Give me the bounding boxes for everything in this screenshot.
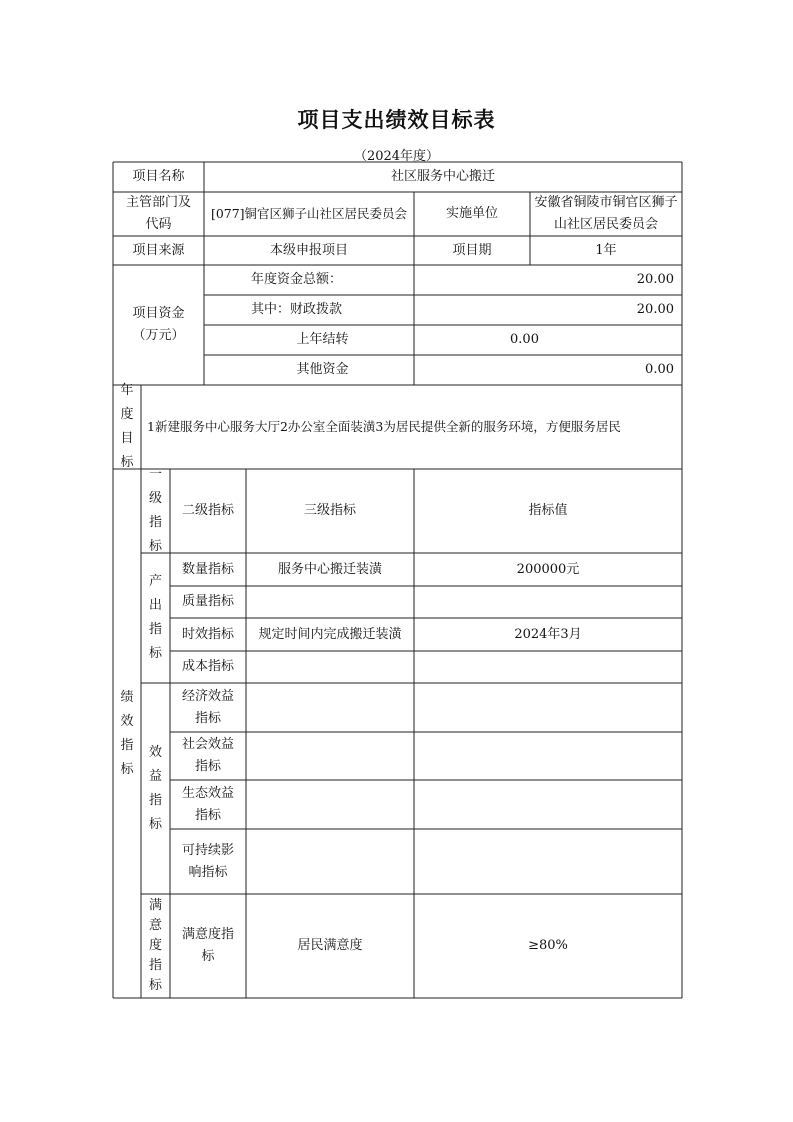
benefit-label <box>141 683 170 894</box>
satisfaction-label-char: 指 <box>148 958 162 973</box>
annual-goal-label <box>113 385 141 469</box>
benefit-label-char: 益 <box>148 768 162 784</box>
output-label-char: 出 <box>148 598 162 613</box>
benefit-social-line1: 社会效益 <box>181 737 234 752</box>
satisfaction-label <box>141 894 170 998</box>
benefit-social-line2: 指标 <box>194 759 221 774</box>
implementer-label: 实施单位 <box>445 206 498 221</box>
implementer-value <box>530 192 682 236</box>
project-name-label: 项目名称 <box>132 169 185 184</box>
funds-total-label: 年度资金总额： <box>250 272 342 287</box>
output-cost-value <box>414 651 682 683</box>
benefit-economic-level3 <box>246 683 414 732</box>
output-quantity-level2: 数量指标 <box>181 561 234 577</box>
benefit-ecological-line1: 生态效益 <box>181 785 234 801</box>
satisfaction-label-char: 度 <box>148 938 162 953</box>
benefit-economic-line2: 指标 <box>194 710 221 726</box>
funds-other-value: 0.00 <box>645 362 674 377</box>
annual-goal-char: 标 <box>120 455 134 470</box>
benefit-social-level3 <box>246 732 414 780</box>
funds-total-value: 20.00 <box>636 272 674 287</box>
output-quality-level2: 质量指标 <box>181 594 234 609</box>
funds-carryover-value: 0.00 <box>510 332 539 347</box>
implementer-value-line2: 山社区居民委员会 <box>553 217 658 232</box>
benefit-sustainable-line1: 可持续影 <box>181 842 234 858</box>
perf-label-char: 效 <box>120 713 134 729</box>
level3-header: 三级指标 <box>303 503 356 518</box>
output-cost-level3 <box>246 651 414 683</box>
benefit-economic-line1: 经济效益 <box>181 688 234 704</box>
benefit-sustainable-level3 <box>246 829 414 894</box>
project-name-value: 社区服务中心搬迁 <box>390 169 495 184</box>
satisfaction-level2-line1: 满意度指 <box>181 927 234 942</box>
satisfaction-level2-line2: 标 <box>201 949 215 964</box>
benefit-ecological-value <box>414 780 682 829</box>
level1-header-char: 指 <box>148 515 162 530</box>
department-value: [077]铜官区狮子山社区居民委员会 <box>210 206 408 221</box>
satisfaction-label-char: 标 <box>148 978 162 993</box>
satisfaction-level2 <box>170 894 246 998</box>
annual-goal-char: 年 <box>120 383 134 398</box>
funds-fiscal-label: 其中：财政拨款 <box>250 302 342 317</box>
level1-header-char: 标 <box>148 539 162 554</box>
benefit-sustainable-line2: 响指标 <box>188 864 228 880</box>
benefit-economic-level2 <box>170 683 246 732</box>
value-header: 指标值 <box>528 503 568 518</box>
funds-fiscal-value: 20.00 <box>636 302 674 317</box>
perf-label-char: 绩 <box>120 689 134 705</box>
implementer-value-line1: 安徽省铜陵市铜官区狮子 <box>534 195 678 210</box>
annual-goal-char: 度 <box>120 407 134 422</box>
funds-label-line1: 项目资金 <box>132 306 185 321</box>
satisfaction-label-char: 满 <box>148 898 162 913</box>
funds-carryover-label: 上年结转 <box>296 332 349 347</box>
funds-other-label: 其他资金 <box>296 362 349 377</box>
output-quality-level3 <box>246 586 414 618</box>
benefit-label-char: 效 <box>148 744 162 760</box>
funds-label <box>113 265 204 385</box>
department-label-line1: 主管部门及 <box>125 195 191 210</box>
perf-label-char: 标 <box>120 761 134 777</box>
satisfaction-value: ≥80% <box>528 938 568 953</box>
satisfaction-level3: 居民满意度 <box>297 938 363 953</box>
level1-header <box>141 469 170 553</box>
output-timeliness-level2: 时效指标 <box>181 626 234 642</box>
benefit-sustainable-value <box>414 829 682 894</box>
output-label-char: 标 <box>148 646 162 661</box>
output-label <box>141 553 170 683</box>
perf-label <box>113 469 141 998</box>
department-label <box>113 192 204 236</box>
period-value: 1年 <box>595 242 617 258</box>
level2-header: 二级指标 <box>181 503 234 518</box>
level1-header-char: 级 <box>148 491 162 506</box>
perf-label-char: 指 <box>120 737 134 753</box>
annual-goal-char: 目 <box>120 431 134 446</box>
benefit-social-level2 <box>170 732 246 780</box>
annual-goal-text: 1新建服务中心服务大厅2办公室全面装潢3为居民提供全新的服务环境，方便服务居民 <box>147 419 621 434</box>
satisfaction-label-char: 意 <box>148 918 162 933</box>
benefit-sustainable-level2 <box>170 829 246 894</box>
output-quantity-value: 200000元 <box>516 561 580 577</box>
output-quality-value <box>414 586 682 618</box>
output-label-char: 产 <box>148 574 162 589</box>
year-label: （2024年度） <box>353 149 440 164</box>
period-label: 项目期 <box>452 242 492 258</box>
department-label-line2: 代码 <box>145 217 172 232</box>
benefit-label-char: 指 <box>148 792 162 808</box>
source-label: 项目来源 <box>132 242 185 258</box>
benefit-social-value <box>414 732 682 780</box>
level1-header-char: 一 <box>148 467 162 482</box>
benefit-label-char: 标 <box>148 816 162 832</box>
benefit-economic-value <box>414 683 682 732</box>
benefit-ecological-level2 <box>170 780 246 829</box>
benefit-ecological-line2: 指标 <box>194 807 221 823</box>
output-cost-level2: 成本指标 <box>181 659 234 674</box>
source-value: 本级申报项目 <box>269 242 348 258</box>
output-timeliness-value: 2024年3月 <box>514 626 582 642</box>
funds-label-line2: （万元） <box>132 328 185 343</box>
benefit-ecological-level3 <box>246 780 414 829</box>
output-timeliness-level3: 规定时间内完成搬迁装潢 <box>258 626 402 642</box>
output-quantity-level3: 服务中心搬迁装潢 <box>277 561 382 577</box>
output-label-char: 指 <box>148 622 162 637</box>
page-title: 项目支出绩效目标表 <box>297 108 496 132</box>
